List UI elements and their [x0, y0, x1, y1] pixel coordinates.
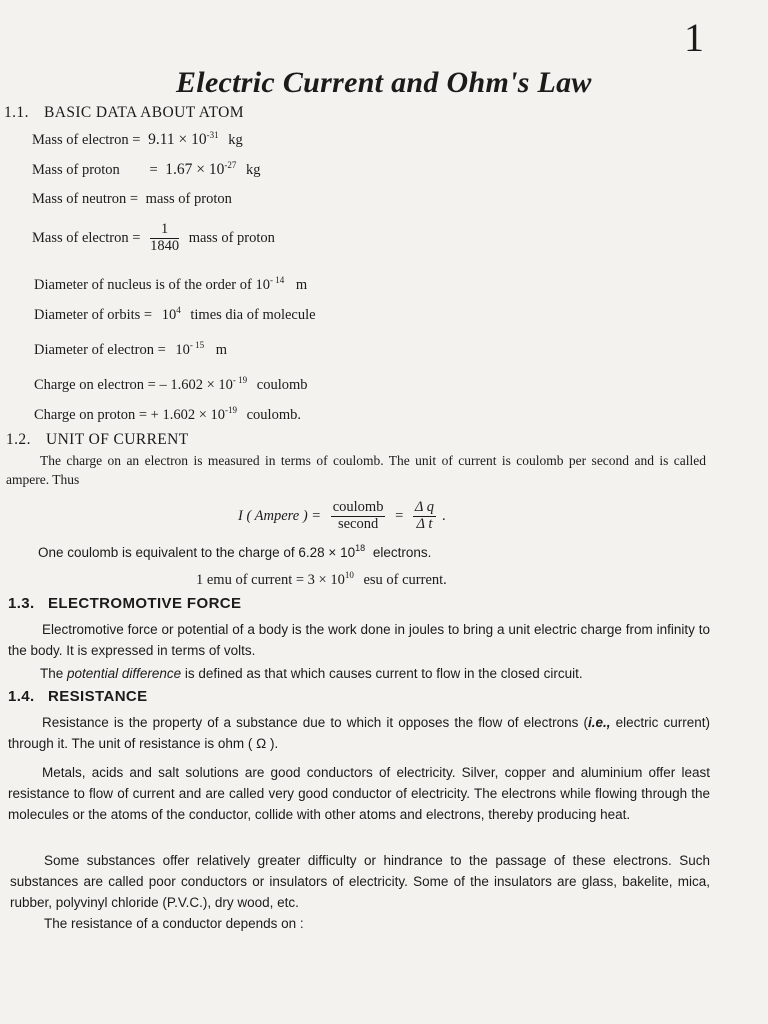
exponent: 10: [344, 570, 354, 580]
value: mass of proton: [145, 191, 232, 207]
text: Diameter of orbits =: [34, 307, 153, 323]
section-number: 1.2.: [6, 431, 31, 448]
unit: esu of current.: [363, 572, 447, 588]
formula-lhs: I ( Ampere ) =: [238, 507, 322, 524]
section-number: 1.3.: [8, 595, 35, 612]
mass-ratio-line: [32, 222, 275, 255]
conductors-paragraph: [8, 762, 710, 825]
section-title: RESISTANCE: [48, 688, 148, 705]
period: .: [442, 507, 446, 524]
unit: m: [215, 342, 228, 358]
unit: kg: [246, 162, 261, 178]
paragraph-text: Electromotive force or potential of a body is the work done in joules to bring a unit electric charge from infinity to the body. It is expressed in terms of volts.: [8, 622, 710, 658]
section-heading-1-2: [6, 431, 189, 449]
section-title: ELECTROMOTIVE FORCE: [48, 595, 242, 612]
tail: mass of proton: [188, 229, 275, 246]
exponent: 18: [355, 543, 366, 553]
numerator: 1: [150, 222, 179, 239]
resistance-depends-line: [44, 916, 304, 931]
fraction: [150, 222, 179, 255]
ampere-formula: [238, 500, 446, 533]
unit: kg: [228, 132, 243, 148]
electron-diameter-line: [34, 340, 227, 359]
mass-electron-line: [32, 130, 243, 149]
unit-of-current-paragraph: [6, 451, 706, 489]
unit: electrons.: [372, 545, 432, 560]
unit: coulomb: [256, 377, 308, 393]
numerator: Δ q: [414, 499, 435, 515]
exponent: 4: [176, 305, 181, 315]
section-title: UNIT OF CURRENT: [46, 431, 189, 448]
emf-paragraph: [8, 619, 710, 661]
mass-proton-line: [32, 160, 261, 179]
orbits-diameter-line: [34, 305, 316, 324]
denominator: 1840: [150, 237, 180, 254]
text-post: electric current) through it. The unit of resistance is ohm ( Ω ).: [8, 715, 710, 751]
label: Mass of neutron =: [32, 191, 139, 207]
potential-difference-line: [40, 666, 583, 681]
dq-dt-fraction: [413, 500, 436, 533]
equals: =: [149, 162, 158, 178]
section-heading-1-4: [8, 688, 148, 705]
section-number: 1.4.: [8, 688, 35, 705]
text: 1 emu of current = 3 × 10: [196, 572, 345, 588]
text: Charge on proton = + 1.602 × 10: [34, 407, 225, 423]
label: Mass of proton: [32, 162, 120, 178]
numerator: coulomb: [332, 499, 384, 515]
emphasis-ie: i.e.,: [588, 715, 611, 730]
text-post: is defined as that which causes current to flow in the closed circuit.: [184, 666, 583, 681]
paragraph-text: The charge on an electron is measured in terms of coulomb. The unit of current is coulomb per second and is called ampere. Thus: [6, 453, 706, 487]
exponent: - 14: [269, 275, 285, 285]
label: Mass of electron =: [32, 229, 141, 246]
exponent: -31: [206, 130, 219, 140]
coulomb-equivalence-line: [38, 543, 431, 560]
denominator: Δ t: [416, 515, 433, 532]
text: Diameter of electron =: [34, 342, 166, 358]
insulators-paragraph: [10, 850, 710, 913]
exponent: - 19: [232, 375, 248, 385]
text: Charge on electron = – 1.602 × 10: [34, 377, 233, 393]
section-heading-1-3: [8, 595, 241, 612]
paragraph-text: Some substances offer relatively greater difficulty or hindrance to the passage of these electrons. Such substances are called poor conductors or insulators of electricity. Some of the insulators are glass, bakelite, mica, rubber, polyvinyl chloride (P.V.C.), dry wood, etc.: [10, 853, 710, 910]
chapter-number: 1: [684, 15, 704, 60]
equals: =: [395, 507, 404, 524]
value: 9.11 × 10: [148, 131, 207, 148]
text: The resistance of a conductor depends on :: [44, 916, 304, 931]
text: Diameter of nucleus is of the order of 10: [34, 277, 270, 293]
text-pre: Resistance is the property of a substance due to which it opposes the flow of electrons (: [42, 715, 589, 730]
exponent: -27: [224, 160, 237, 170]
exponent: -19: [225, 405, 237, 415]
text-pre: The: [40, 666, 64, 681]
emphasis-term: potential difference: [67, 666, 182, 681]
nucleus-diameter-line: [34, 275, 307, 294]
coulomb-per-second-fraction: [331, 500, 386, 533]
charge-electron-line: [34, 375, 308, 394]
emu-current-line: [196, 570, 447, 589]
tail: times dia of molecule: [190, 307, 316, 323]
mass-neutron-line: [32, 191, 232, 208]
label: Mass of electron =: [32, 132, 141, 148]
value: 1.67 × 10: [165, 161, 225, 178]
value: 10: [161, 307, 177, 323]
unit: m: [295, 277, 308, 293]
exponent: - 15: [189, 340, 205, 350]
text: One coulomb is equivalent to the charge of 6.28 × 10: [38, 545, 356, 560]
denominator: second: [337, 515, 379, 532]
value: 10: [175, 342, 190, 358]
section-title: BASIC DATA ABOUT ATOM: [44, 104, 244, 121]
resistance-paragraph: [8, 712, 710, 754]
section-number: 1.1.: [4, 104, 29, 121]
unit: coulomb.: [246, 407, 301, 423]
chapter-title: Electric Current and Ohm's Law: [176, 66, 592, 99]
charge-proton-line: [34, 405, 301, 424]
paragraph-text: Metals, acids and salt solutions are good conductors of electricity. Silver, copper and aluminium offer least resistance to flow of current and are called very good conductor of electricity. The electrons while flowing through the molecules or the atoms of the conductor, collide with other atoms and electrons, thereby producing heat.: [8, 765, 710, 822]
section-heading-1-1: [4, 104, 244, 122]
